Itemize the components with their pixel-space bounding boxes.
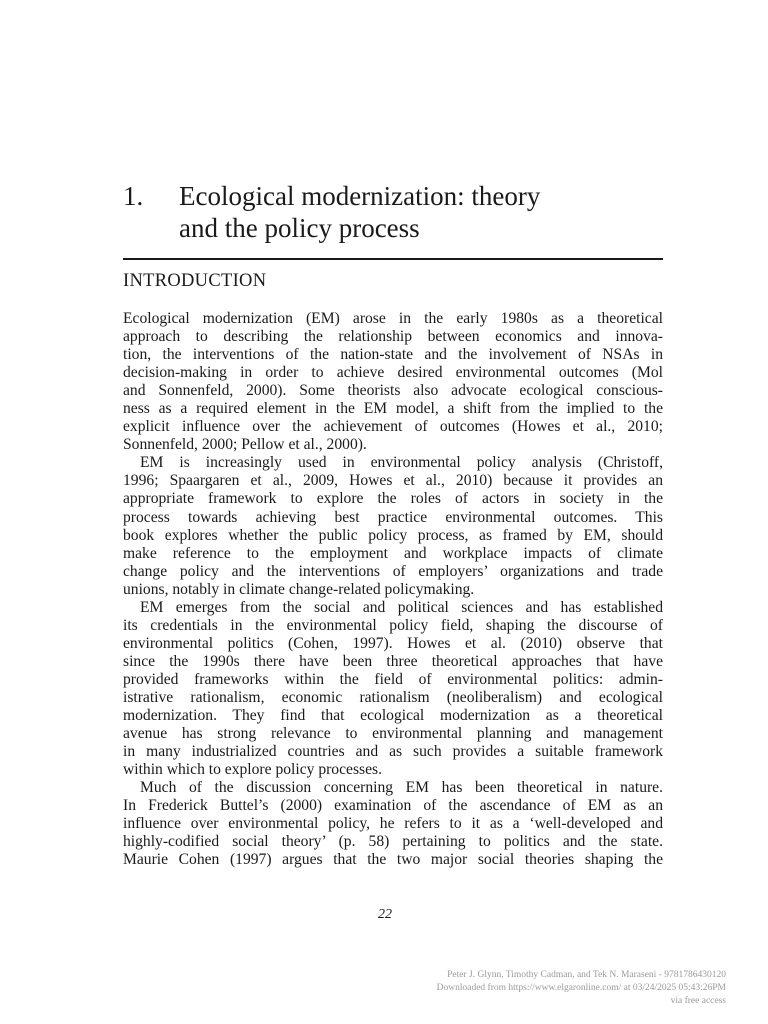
footer-access-note: via free access (670, 996, 726, 1007)
body-line: environmental politics (Cohen, 1997). Howes et al. (2010) observe that (123, 634, 663, 652)
body-line: and Sonnenfeld, 2000). Some theorists also advocate ecological conscious- (123, 382, 663, 400)
body-line: decision-making in order to achieve desired environmental outcomes (Mol (123, 364, 663, 382)
body-line: make reference to the employment and workplace impacts of climate (123, 544, 663, 562)
body-line: its credentials in the environmental policy field, shaping the discourse of (123, 616, 663, 634)
body-line: unions, notably in climate change-related policymaking. (123, 580, 475, 598)
body-line: modernization. They find that ecological modernization as a theoretical (123, 707, 663, 725)
body-line: book explores whether the public policy process, as framed by EM, should (123, 526, 663, 544)
chapter-title-line-1: Ecological modernization: theory (179, 181, 541, 211)
body-line: explicit influence over the achievement of outcomes (Howes et al., 2010; (123, 418, 663, 436)
section-heading: INTRODUCTION (123, 271, 267, 291)
body-line: In Frederick Buttel’s (2000) examination of the ascendance of EM as an (123, 797, 663, 815)
body-line: Ecological modernization (EM) arose in the early 1980s as a theoretical (123, 310, 663, 327)
body-line: since the 1990s there have been three theoretical approaches that have (123, 652, 663, 670)
footer-download-info: Downloaded from https://www.elgaronline.com/ at 03/24/2025 05:43:26PM (436, 983, 726, 994)
download-footer (326, 969, 726, 1009)
body-line: in many industrialized countries and as such provides a suitable framework (123, 743, 663, 761)
footer-authors-isbn: Peter J. Glynn, Timothy Cadman, and Tek N. Maraseni - 9781786430120 (447, 970, 726, 980)
body-line: tion, the interventions of the nation-state and the involvement of NSAs in (123, 346, 663, 364)
body-text (123, 310, 663, 869)
body-line: Sonnenfeld, 2000; Pellow et al., 2000). (123, 436, 367, 454)
body-line: change policy and the interventions of employers’ organizations and trade (123, 562, 663, 580)
body-line: Much of the discussion concerning EM has been theoretical in nature. (140, 779, 663, 797)
body-line: appropriate framework to explore the roles of actors in society in the (123, 490, 663, 508)
body-line: within which to explore policy processes. (123, 761, 382, 779)
body-line: ness as a required element in the EM model, a shift from the implied to the (123, 400, 663, 418)
heading-divider (123, 258, 663, 260)
body-line: provided frameworks within the field of environmental politics: admin- (123, 670, 663, 688)
chapter-title-line-2: and the policy process (179, 213, 420, 243)
body-line: EM emerges from the social and political sciences and has established (140, 598, 663, 616)
body-line: 1996; Spaargaren et al., 2009, Howes et al., 2010) because it provides an (123, 472, 663, 490)
body-line: Maurie Cohen (1997) argues that the two major social theories shaping the (123, 851, 663, 869)
body-line: influence over environmental policy, he refers to it as a ‘well-developed and (123, 815, 663, 833)
body-line: highly-codified social theory’ (p. 58) pertaining to politics and the state. (123, 833, 663, 851)
body-line: EM is increasingly used in environmental policy analysis (Christoff, (140, 454, 663, 472)
chapter-number: 1. (123, 181, 144, 211)
chapter-title (179, 180, 659, 244)
page-number: 22 (378, 907, 392, 922)
body-line: avenue has strong relevance to environmental planning and management (123, 725, 663, 743)
body-line: istrative rationalism, economic rationalism (neoliberalism) and ecological (123, 688, 663, 706)
body-line: approach to describing the relationship between economics and innova- (123, 328, 663, 346)
body-line: process towards achieving best practice environmental outcomes. This (123, 508, 663, 526)
